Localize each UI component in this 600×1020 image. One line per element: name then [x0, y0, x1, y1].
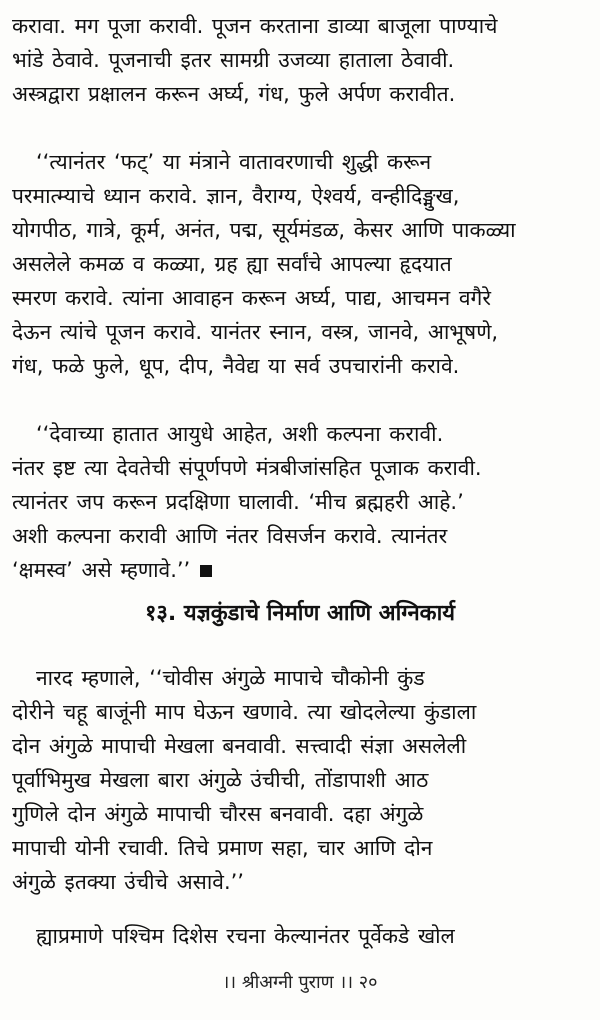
text-line	[12, 552, 212, 588]
text-line: नारद म्हणाले, ‘‘चोवीस अंगुळे मापाचे चौकोनी कुंड	[36, 666, 425, 690]
text-line: मापाची योनी रचावी. तिचे प्रमाण सहा, चार आणि दोन	[12, 836, 433, 860]
text-line: अस्त्रद्वारा प्रक्षालन करून अर्घ्य, गंध, फुले अर्पण करावीत.	[12, 82, 456, 106]
section-heading: १३. यज्ञकुंडाचे निर्माण आणि अग्निकार्य	[144, 601, 456, 626]
text-line: गुणिले दोन अंगुळे मापाची चौरस बनवावी. दहा अंगुळे	[12, 802, 424, 826]
text-line: दोरीने चहू बाजूंनी माप घेऊन खणावे. त्या खोदलेल्या कुंडाला	[12, 700, 477, 724]
text-line: असलेले कमळ व कळ्या, ग्रह ह्या सर्वांचे आपल्या हृदयात	[12, 252, 452, 276]
text-line: परमात्म्याचे ध्यान करावे. ज्ञान, वैराग्य, ऐश्वर्य, वन्हीदिङ्मुख,	[12, 184, 460, 208]
text-line: ‘‘त्यानंतर ‘फट्’ या मंत्राने वातावरणाची शुद्धी करून	[36, 150, 432, 174]
text-line: देऊन त्यांचे पूजन करावे. यानंतर स्नान, वस्त्र, जानवे, आभूषणे,	[12, 320, 499, 344]
text-line: दोन अंगुळे मापाची मेखला बनवावी. सत्त्वादी संज्ञा असलेली	[12, 734, 467, 758]
text-line: ह्याप्रमाणे पश्चिम दिशेस रचना केल्यानंतर पूर्वेकडे खोल	[36, 924, 455, 948]
text-line: गंध, फळे फुले, धूप, दीप, नैवेद्य या सर्व उपचारांनी करावे.	[12, 354, 460, 378]
text-line: अंगुळे इतक्या उंचीचे असावे.’’	[12, 870, 244, 894]
text-line: भांडे ठेवावे. पूजनाची इतर सामग्री उजव्या हाताला ठेवावी.	[12, 48, 455, 72]
text-line: ‘‘देवाच्या हातात आयुधे आहेत, अशी कल्पना करावी.	[36, 422, 444, 446]
text-line: त्यानंतर जप करून प्रदक्षिणा घालावी. ‘मीच ब्रह्महरी आहे.’	[12, 490, 464, 514]
end-of-section-square-icon	[200, 565, 212, 577]
text-line-last: ‘क्षमस्व’ असे म्हणावे.’’	[12, 558, 191, 582]
text-line: नंतर इष्ट त्या देवतेची संपूर्णपणे मंत्रबीजांसहित पूजाक करावी.	[12, 456, 482, 480]
page-footer: ।। श्रीअग्नी पुराण ।। २०	[222, 972, 378, 993]
text-line: स्मरण करावे. त्यांना आवाहन करून अर्घ्य, पाद्य, आचमन वगैरे	[12, 286, 491, 310]
text-line: योगपीठ, गात्रे, कूर्म, अनंत, पद्म, सूर्यमंडळ, केसर आणि पाकळ्या	[12, 218, 516, 242]
text-line: करावा. मग पूजा करावी. पूजन करताना डाव्या बाजूला पाण्याचे	[12, 14, 498, 38]
text-line: अशी कल्पना करावी आणि नंतर विसर्जन करावे. त्यानंतर	[12, 524, 448, 548]
text-line: पूर्वाभिमुख मेखला बारा अंगुळे उंचीची, तोंडापाशी आठ	[12, 768, 429, 792]
